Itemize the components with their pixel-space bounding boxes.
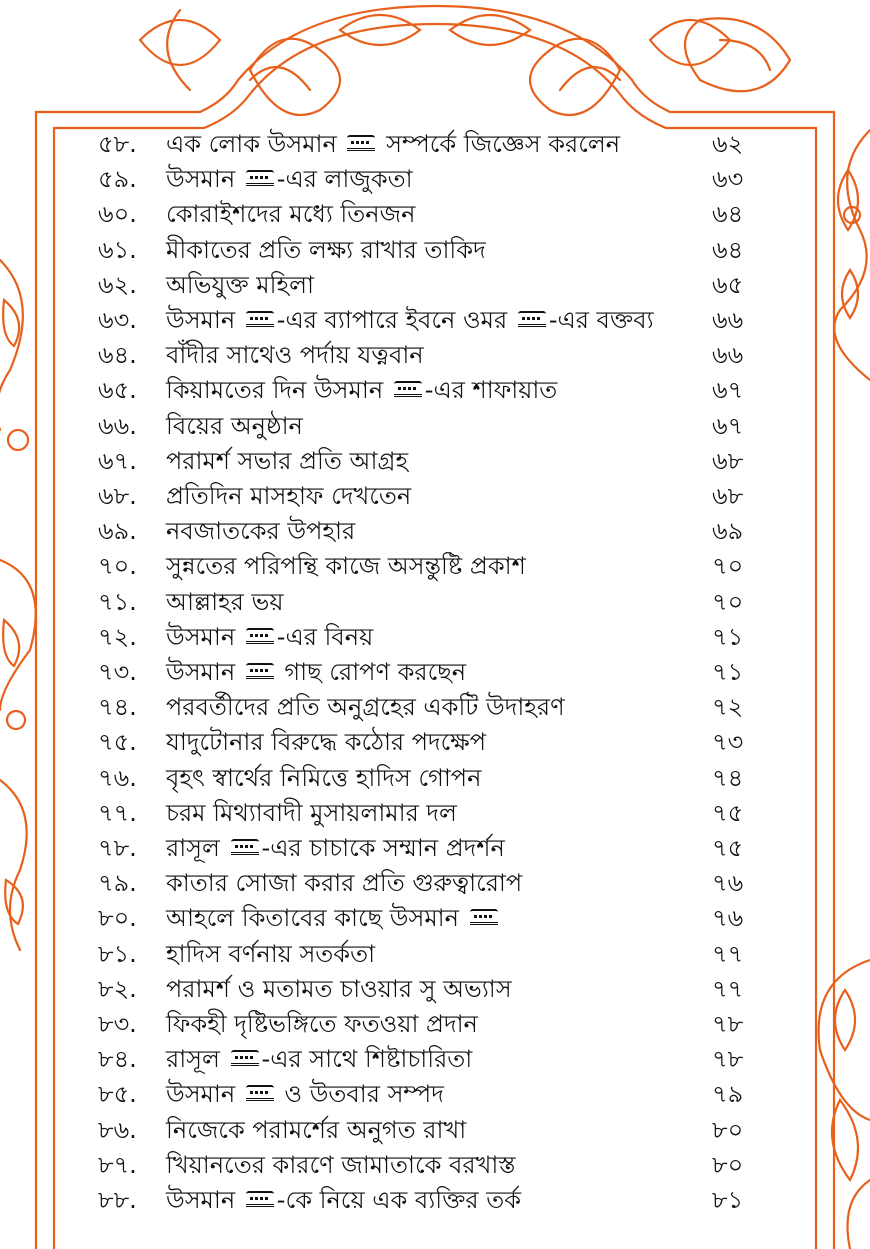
toc-entry <box>0 514 870 548</box>
toc-entry-title <box>166 162 413 196</box>
toc-entry-title-text: ফিকহী দৃষ্টিভঙ্গিতে ফতওয়া প্রদান <box>166 1010 478 1038</box>
toc-entry-title-text: পরামর্শ ও মতামত চাওয়ার সু অভ্যাস <box>166 974 512 1003</box>
toc-entry-page-number: ৭৬ <box>712 904 744 933</box>
toc-entry-title <box>166 831 505 865</box>
toc-entry-page-number: ৭৮ <box>712 1045 744 1074</box>
toc-entry-title <box>166 620 373 654</box>
toc-entry-page-number: ৬৪ <box>712 200 744 229</box>
toc-entry-page-number: ৬৪ <box>712 235 744 264</box>
toc-entry-number: ৬৩. <box>98 306 137 334</box>
toc-entry-title-text: -এর বিনয় <box>276 622 374 651</box>
toc-entry-title-text: সম্পর্কে জিজ্ঞেস করলেন <box>378 130 621 158</box>
toc-entry <box>0 690 870 724</box>
toc-entry-page-number: ৭০ <box>712 552 744 581</box>
arabic-honorific-seal-icon <box>394 381 422 397</box>
toc-entry <box>0 1113 870 1147</box>
toc-entry-number: ৭৭. <box>98 798 137 827</box>
toc-entry-page-number: ৬৮ <box>712 482 744 510</box>
arabic-honorific-seal-icon <box>231 839 259 855</box>
toc-entry-page-number: ৬৯ <box>712 517 744 546</box>
toc-entry-page-number: ৬৭ <box>712 376 744 405</box>
toc-entry <box>0 233 870 267</box>
toc-entry-number: ৮২. <box>98 974 137 1003</box>
toc-entry <box>0 796 870 830</box>
toc-entry <box>0 831 870 865</box>
toc-entry-page-number: ৬২ <box>712 130 744 158</box>
toc-entry <box>0 303 870 337</box>
toc-entry-page-number: ৬৩ <box>712 165 744 194</box>
toc-entry-title <box>166 303 654 337</box>
toc-entry <box>0 409 870 443</box>
toc-entry-title-text: রাসূল <box>166 834 228 862</box>
toc-entry-title-text: পরবর্তীদের প্রতি অনুগ্রহের একটি উদাহরণ <box>166 693 565 722</box>
toc-entry-number: ৭১. <box>98 587 137 616</box>
toc-entry-title-text: বিয়ের অনুষ্ঠান <box>166 411 303 440</box>
toc-entry-number: ৭২. <box>98 622 137 651</box>
toc-entry-number: ৫৮. <box>98 130 137 158</box>
toc-entry <box>0 549 870 583</box>
toc-entry <box>0 725 870 759</box>
toc-entry-title <box>166 725 486 759</box>
toc-entry-number: ৮১. <box>98 939 137 968</box>
arabic-honorific-seal-icon <box>246 170 274 186</box>
toc-entry-title <box>166 1007 478 1041</box>
toc-entry <box>0 268 870 302</box>
toc-entry-title <box>166 796 457 830</box>
toc-entry <box>0 866 870 900</box>
toc-entry-number: ৭৫. <box>98 728 137 757</box>
toc-entry <box>0 479 870 513</box>
toc-entry-page-number: ৭৭ <box>712 939 744 968</box>
toc-entry-page-number: ৭০ <box>712 587 744 616</box>
toc-entry-number: ৮৫. <box>98 1080 137 1109</box>
toc-entry-number: ৬৮. <box>98 482 137 510</box>
toc-entry-number: ৮৮. <box>98 1186 137 1214</box>
toc-entry <box>0 1007 870 1041</box>
toc-entry-title-text: উসমান <box>166 1080 243 1109</box>
toc-entry-title <box>166 761 481 795</box>
toc-entry-title-text: কিয়ামতের দিন উসমান <box>166 376 391 405</box>
toc-entry-title <box>166 233 486 267</box>
toc-entry <box>0 444 870 478</box>
toc-entry-number: ৬৪. <box>98 341 137 370</box>
toc-entry-title-text: বাঁদীর সাথেও পর্দায় যত্নবান <box>166 341 424 370</box>
toc-entry-number: ৭৩. <box>98 658 137 686</box>
arabic-honorific-seal-icon <box>470 909 498 925</box>
toc-entry-title <box>166 127 620 161</box>
toc-entry-number: ৭৪. <box>98 693 137 722</box>
toc-entry-page-number: ৬৫ <box>712 270 744 299</box>
toc-entry-number: ৬৫. <box>98 376 137 405</box>
toc-entry-number: ৮০. <box>98 904 137 933</box>
toc-entry <box>0 620 870 654</box>
toc-entry-title-text: -এর ব্যাপারে ইবনে ওমর <box>276 306 515 334</box>
toc-entry-title-text: কাতার সোজা করার প্রতি গুরুত্বারোপ <box>166 869 523 898</box>
toc-entry-title <box>166 373 557 407</box>
toc-entry-title-text: -এর চাচাকে সম্মান প্রদর্শন <box>261 834 505 862</box>
toc-entry-number: ৬৯. <box>98 517 137 546</box>
toc-entry-number: ৮৬. <box>98 1115 137 1144</box>
toc-entry-title-text: ও উতবার সম্পদ <box>276 1080 444 1109</box>
toc-entry-title <box>166 479 411 513</box>
toc-entry-page-number: ৭৫ <box>712 834 744 862</box>
arabic-honorific-seal-icon <box>518 311 546 327</box>
toc-entry-title-text: নিজেকে পরামর্শের অনুগত রাখা <box>166 1115 467 1144</box>
toc-entry-title-text: -এর সাথে শিষ্টাচারিতা <box>261 1045 473 1074</box>
toc-entry-title-text: প্রতিদিন মাসহাফ দেখতেন <box>166 482 412 510</box>
toc-entry-title-text: পরামর্শ সভার প্রতি আগ্রহ <box>166 446 409 475</box>
toc-entry-number: ৬৭. <box>98 446 137 475</box>
toc-entry-title <box>166 1077 444 1111</box>
toc-entry-title <box>166 690 565 724</box>
toc-entry-page-number: ৭৪ <box>712 763 744 792</box>
toc-entry-title <box>166 937 375 971</box>
toc-entry-page-number: ৭২ <box>712 693 744 722</box>
toc-entry-title-text: উসমান <box>166 658 243 686</box>
toc-entry-page-number: ৭৮ <box>712 1010 744 1038</box>
toc-entry <box>0 937 870 971</box>
toc-entry <box>0 655 870 689</box>
toc-entry <box>0 761 870 795</box>
toc-entry <box>0 1077 870 1111</box>
toc-entry-title <box>166 549 526 583</box>
toc-entry-title <box>166 1113 466 1147</box>
toc-entry-page-number: ৭৫ <box>712 798 744 827</box>
toc-entry-page-number: ৮০ <box>712 1115 744 1144</box>
toc-entry-page-number: ৭১ <box>712 622 744 651</box>
toc-entry <box>0 1042 870 1076</box>
toc-entry-number: ৭৮. <box>98 834 137 862</box>
toc-entry-title <box>166 585 284 619</box>
toc-entry-title-text: চরম মিথ্যাবাদী মুসায়লামার দল <box>166 798 457 827</box>
toc-entry-title <box>166 1042 472 1076</box>
toc-entry <box>0 972 870 1006</box>
toc-entry <box>0 197 870 231</box>
toc-entry-number: ৭৯. <box>98 869 137 898</box>
toc-entry <box>0 162 870 196</box>
toc-entry-page-number: ৮০ <box>712 1150 744 1179</box>
arabic-honorific-seal-icon <box>246 1191 274 1207</box>
toc-entry-title-text: -এর লাজুকতা <box>276 165 413 194</box>
toc-entry-number: ৬২. <box>98 270 137 299</box>
toc-entry-page-number: ৭৭ <box>712 974 744 1003</box>
toc-entry-title <box>166 444 408 478</box>
toc-entry-title <box>166 655 466 689</box>
toc-entry-title-text: উসমান <box>166 306 243 334</box>
arabic-honorific-seal-icon <box>246 628 274 644</box>
toc-entry-number: ৫৯. <box>98 165 137 194</box>
toc-entry-title-text: সুন্নতের পরিপন্থি কাজে অসন্তুষ্টি প্রকাশ <box>166 552 526 581</box>
toc-entry-page-number: ৬৮ <box>712 446 744 475</box>
toc-entry <box>0 901 870 935</box>
toc-entry <box>0 1148 870 1182</box>
toc-entry-title <box>166 514 355 548</box>
toc-entry-title-text: উসমান <box>166 1186 243 1214</box>
toc-entry-title-text: গাছ রোপণ করছেন <box>276 658 467 686</box>
toc-entry-title-text: উসমান <box>166 165 243 194</box>
toc-entry-number: ৮৭. <box>98 1150 137 1179</box>
toc-entry-page-number: ৭৩ <box>712 728 744 757</box>
arabic-honorific-seal-icon <box>246 1085 274 1101</box>
toc-entry-title-text: -এর বক্তব্য <box>548 306 654 334</box>
toc-entry-number: ৬৬. <box>98 411 137 440</box>
toc-entry-number: ৮৩. <box>98 1010 137 1038</box>
toc-entry <box>0 1183 870 1217</box>
arabic-honorific-seal-icon <box>246 663 274 679</box>
toc-entry-page-number: ৬৬ <box>712 341 744 370</box>
toc-entry-page-number: ৬৭ <box>712 411 744 440</box>
toc-entry-number: ৭৬. <box>98 763 137 792</box>
toc-entry-number: ৭০. <box>98 552 137 581</box>
toc-entry-title-text: অভিযুক্ত মহিলা <box>166 270 314 299</box>
toc-entry-title-text: এক লোক উসমান <box>166 130 345 158</box>
toc-entry-title-text: যাদুটোনার বিরুদ্ধে কঠোর পদক্ষেপ <box>166 728 487 757</box>
toc-entry-title <box>166 866 522 900</box>
toc-entry <box>0 127 870 161</box>
toc-entry-title <box>166 901 501 935</box>
toc-entry-title-text: আহলে কিতাবের কাছে উসমান <box>166 904 467 933</box>
toc-entry-page-number: ৬৬ <box>712 306 744 334</box>
toc-entry-title <box>166 1183 521 1217</box>
toc-entry-title-text: কোরাইশদের মধ্যে তিনজন <box>166 200 416 229</box>
toc-entry-title-text: আল্লাহর ভয় <box>166 587 284 616</box>
arabic-honorific-seal-icon <box>347 135 375 151</box>
toc-entry-title-text: -কে নিয়ে এক ব্যক্তির তর্ক <box>276 1186 522 1214</box>
toc-entry-title-text: -এর শাফায়াত <box>424 376 558 405</box>
toc-entry-title <box>166 972 512 1006</box>
arabic-honorific-seal-icon <box>246 311 274 327</box>
toc-entry-title-text: হাদিস বর্ণনায় সতর্কতা <box>166 939 376 968</box>
toc-entry-title <box>166 338 424 372</box>
toc-entry-title-text: খিয়ানতের কারণে জামাতাকে বরখাস্ত <box>166 1150 516 1179</box>
toc-entry-title-text: রাসূল <box>166 1045 228 1074</box>
toc-entry-title <box>166 409 303 443</box>
toc-entry-page-number: ৭৯ <box>712 1080 744 1109</box>
toc-entry-number: ৬১. <box>98 235 137 264</box>
toc-entry-title-text: নবজাতকের উপহার <box>166 517 356 546</box>
toc-entry-title-text: বৃহৎ স্বার্থের নিমিত্তে হাদিস গোপন <box>166 763 482 792</box>
toc-entry-title-text: মীকাতের প্রতি লক্ষ্য রাখার তাকিদ <box>166 235 486 264</box>
toc-entry-page-number: ৭১ <box>712 658 744 686</box>
toc-entry-title <box>166 197 415 231</box>
toc-entry-title <box>166 1148 516 1182</box>
toc-entry-title-text: উসমান <box>166 622 243 651</box>
toc-entry-page-number: ৭৬ <box>712 869 744 898</box>
toc-entry-number: ৬০. <box>98 200 137 229</box>
toc-entry-title <box>166 268 314 302</box>
toc-entry-number: ৮৪. <box>98 1045 137 1074</box>
arabic-honorific-seal-icon <box>231 1050 259 1066</box>
toc-entry <box>0 338 870 372</box>
toc-entry <box>0 585 870 619</box>
toc-entry <box>0 373 870 407</box>
toc-entry-page-number: ৮১ <box>712 1186 744 1214</box>
